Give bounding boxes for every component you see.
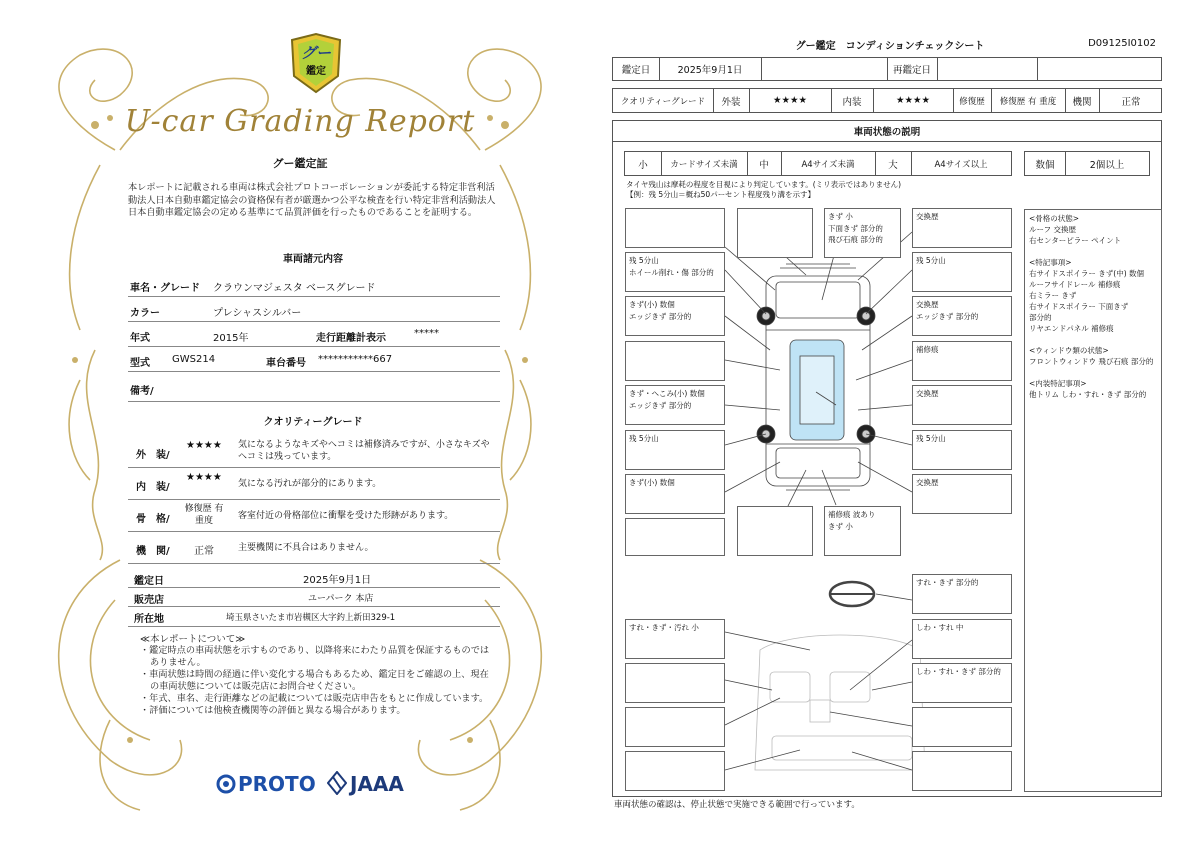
spec-row-year: [128, 322, 500, 347]
jaaa-logo-text: JAAA: [350, 772, 404, 796]
special-item: 右サイドスポイラー 下面きず: [1029, 302, 1129, 311]
proto-logo-text: PROTO: [238, 772, 316, 796]
size-large-desc: A4サイズ以上: [934, 159, 988, 170]
size-large: 大: [888, 159, 898, 171]
ext-label: 外装: [721, 96, 741, 108]
special-item: 右ミラー きず: [1029, 291, 1077, 300]
label-chassis: 車台番号: [266, 358, 306, 369]
value-mileage: *****: [414, 328, 439, 339]
info-row-shop: [128, 588, 500, 607]
damage-box-left-6: 残 5分山: [625, 430, 725, 470]
damage-box-right-2: 残 5分山: [912, 252, 1012, 292]
quality-label: 外 装/: [136, 450, 170, 461]
spec-row-name: [128, 272, 500, 297]
value-date: 2025年9月1日: [303, 575, 372, 586]
quality-grade: ★★★★: [186, 440, 222, 451]
size-small: 小: [638, 159, 648, 171]
row-quality: [612, 88, 1162, 113]
label-address: 所在地: [134, 614, 164, 625]
quality-desc: 主要機関に不具合はありません。: [238, 543, 374, 553]
damage-box-interior-left-4: [625, 751, 725, 791]
damage-box-left-7: きず(小) 数個: [625, 474, 725, 514]
quality-section-title: クオリティーグレード: [263, 417, 363, 428]
engine-label: 機関: [1072, 96, 1092, 108]
special-item: 部分的: [1029, 313, 1052, 322]
quality-label: 骨 格/: [136, 514, 170, 525]
damage-box-right-5: 交換歴: [912, 385, 1012, 425]
damage-box-interior-left-1: すれ・きず・汚れ 小: [625, 619, 725, 659]
damage-box-left-1: [625, 208, 725, 248]
int-label: 内装: [842, 96, 862, 108]
quality-row-frame: [128, 500, 500, 532]
damage-box-left-4: [625, 341, 725, 381]
proto-logo-icon: [216, 774, 236, 794]
damage-box-interior-left-2: [625, 663, 725, 703]
damage-box-right-3: 交換歴 エッジきず 部分的: [912, 296, 1012, 336]
count-desc: 2個以上: [1089, 159, 1125, 171]
repair-value: 修復歴 有 重度: [999, 96, 1057, 107]
interior-item: 他トリム しわ・すれ・きず 部分的: [1029, 390, 1147, 399]
quality-grade: 正常: [194, 546, 214, 557]
quality-desc: 気になるようなキズやヘコミは補修済みですが、小さなキズやヘコミは残っています。: [238, 440, 490, 462]
damage-box-right-7: 交換歴: [912, 474, 1012, 514]
damage-box-left-2: 残 5分山 ホイール削れ・傷 部分的: [625, 252, 725, 292]
spec-section-title: 車両諸元内容: [283, 254, 343, 265]
date-label: 鑑定日: [621, 65, 651, 76]
quality-desc: 客室付近の骨格部位に衝撃を受けた形跡があります。: [238, 511, 454, 521]
quality-label: 内 装/: [136, 482, 170, 493]
damage-box-left-5: きず・へこみ(小) 数個 エッジきず 部分的: [625, 385, 725, 425]
notes-title: ≪本レポートについて≫: [140, 634, 246, 645]
label-model: 型式: [130, 358, 150, 369]
sheet-footer: 車両状態の確認は、停止状態で実施できる範囲で行っています。: [614, 800, 860, 810]
script-title: U-car Grading Report: [124, 104, 476, 139]
size-medium-desc: A4サイズ未満: [801, 159, 855, 170]
repair-label: 修復歴: [959, 96, 985, 107]
certificate-statement: 本レポートに記載される車両は株式会社プロトコーポレーションが委託する特定非営利活動法人日本自動車鑑定協会の資格保有者が厳選かつ公平な検査を行い特定非営利活動法人日本自動車鑑定協会の定める基準にて品質評価を行ったものであることを証明する。: [128, 182, 496, 218]
certificate-title: グー鑑定証: [272, 157, 328, 170]
special-item: ルーフサイドレール 補修痕: [1029, 280, 1121, 289]
quality-grade: ★★★★: [186, 472, 222, 483]
sheet-code: D09125I0102: [1088, 38, 1156, 49]
spec-row-model: [128, 347, 500, 372]
jaaa-logo-icon: [327, 771, 347, 795]
damage-box-left-8: [625, 518, 725, 556]
damage-box-rear-left: [737, 506, 813, 556]
special-item: 右サイドスポイラー きず(中) 数個: [1029, 269, 1145, 278]
label-name: 車名・グレード: [130, 283, 200, 294]
ext-value: ★★★★: [772, 95, 808, 106]
quality-row-interior: [128, 468, 500, 500]
damage-box-interior-right-4: [912, 751, 1012, 791]
label-mileage: 走行距離計表示: [316, 333, 386, 344]
quality-label: クオリティーグレード: [620, 96, 706, 107]
quality-label: 機 関/: [136, 546, 170, 557]
condition-check-sheet-page: [600, 0, 1200, 848]
size-legend: [624, 151, 1012, 176]
info-row-address: [128, 607, 500, 627]
value-color: プレシャスシルバー: [213, 308, 302, 319]
value-model: GWS214: [172, 354, 216, 365]
size-medium: 中: [759, 159, 769, 171]
tire-note-line2: 【例：残 5分山＝概ね50パーセント程度残り溝を示す】: [626, 190, 816, 199]
damage-box-front-center: きず 小 下面きず 部分的 飛び石痕 部分的: [824, 208, 901, 258]
quality-row-engine: [128, 532, 500, 564]
note-item: ・評価については他検査機関等の評価と異なる場合があります。: [140, 705, 406, 716]
note-item: ・鑑定時点の車両状態を示すものであり、以降将来にわたり品質を保証するものではありません。: [140, 645, 490, 668]
note-item: ・年式、車名、走行距離などの記載については販売店申告をもとに作成しています。: [140, 693, 489, 704]
badge-subtext: 鑑定: [306, 66, 326, 77]
label-shop: 販売店: [134, 595, 164, 606]
count-label: 数個: [1035, 159, 1055, 171]
damage-box-front-left: [737, 208, 813, 258]
value-name: クラウンマジェスタ ベースグレード: [213, 283, 376, 294]
engine-value: 正常: [1121, 96, 1141, 108]
label-year: 年式: [130, 333, 150, 344]
spec-row-remarks: [128, 372, 500, 402]
damage-box-interior-right-2: しわ・すれ・きず 部分的: [912, 663, 1012, 703]
damage-box-rear-center: 補修痕 波あり きず 小: [824, 506, 901, 556]
condition-notes: [1024, 209, 1162, 792]
damage-box-right-4: 補修痕: [912, 341, 1012, 381]
quality-grade: 修復歴 有 重度: [184, 504, 224, 526]
redate-label: 再鑑定日: [892, 65, 931, 76]
value-address: 埼玉県さいたま市岩槻区大字釣上新田329-1: [226, 613, 396, 623]
special-item: リヤエンドパネル 補修痕: [1029, 324, 1114, 333]
date-value: 2025年9月1日: [677, 65, 743, 76]
damage-box-interior-left-3: [625, 707, 725, 747]
value-shop: ユーパーク 本店: [308, 594, 374, 604]
notes-list: [140, 645, 490, 717]
frame-title: <骨格の状態>: [1029, 214, 1080, 223]
special-title: <特記事項>: [1029, 258, 1072, 267]
quality-desc: 気になる汚れが部分的にあります。: [238, 479, 382, 489]
window-title: <ウィンドウ類の状態>: [1029, 346, 1109, 355]
row-date: [612, 57, 1162, 81]
badge-text: グー: [300, 44, 331, 62]
size-small-desc: カードサイズ未満: [670, 159, 738, 170]
label-remarks: 備考/: [130, 386, 154, 397]
value-year: 2015年: [213, 333, 249, 344]
spec-row-color: [128, 297, 500, 322]
int-value: ★★★★: [895, 95, 931, 106]
label-date: 鑑定日: [134, 576, 164, 587]
frame-item: ルーフ 交換歴: [1029, 225, 1077, 234]
state-title-bar: [612, 120, 1162, 142]
sheet-title: グー鑑定 コンディションチェックシート: [795, 41, 985, 52]
state-title: 車両状態の説明: [853, 127, 921, 138]
damage-box-left-3: きず(小) 数個 エッジきず 部分的: [625, 296, 725, 336]
damage-box-right-1: 交換歴: [912, 208, 1012, 248]
frame-item: 右センターピラー ペイント: [1029, 236, 1122, 245]
redate-value: [937, 58, 1037, 80]
note-item: ・車両状態は時間の経過に伴い変化する場合もあるため、鑑定日をご確認の上、現在の車両状態については販売店にお問合せください。: [140, 669, 489, 692]
interior-title: <内装特記事項>: [1029, 379, 1087, 388]
value-chassis: ***********667: [318, 354, 393, 365]
window-item: フロントウィンドウ 飛び石痕 部分的: [1029, 357, 1154, 366]
damage-box-interior-right-3: [912, 707, 1012, 747]
damage-box-right-6: 残 5分山: [912, 430, 1012, 470]
label-color: カラー: [130, 308, 160, 319]
damage-box-steering: すれ・きず 部分的: [912, 574, 1012, 614]
info-row-date: [128, 568, 500, 588]
damage-box-interior-right-1: しわ・すれ 中: [912, 619, 1012, 659]
count-legend: [1024, 151, 1150, 176]
quality-row-exterior: [128, 434, 500, 468]
tire-note-line1: タイヤ残山は摩耗の程度を目視により判定しています。(ミリ表示ではありません): [626, 180, 902, 189]
tire-note: [626, 180, 901, 200]
